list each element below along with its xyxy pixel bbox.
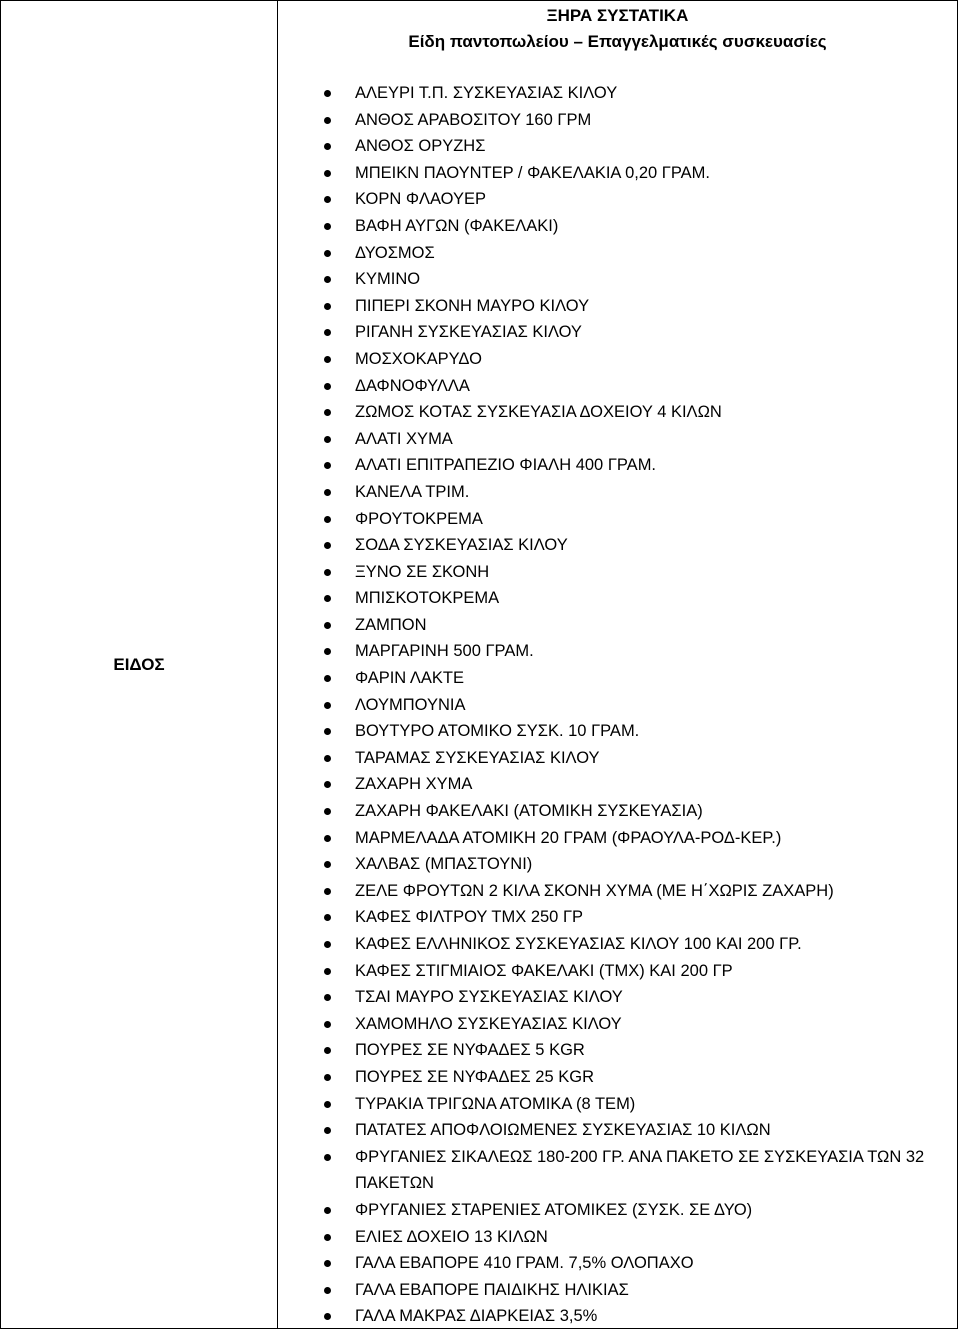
list-item: ΜΟΣΧΟΚΑΡΥΔΟ [278,346,957,373]
list-item: ΦΡΟΥΤΟΚΡΕΜΑ [278,506,957,533]
content-cell [278,1,957,1328]
list-item: ΓΑΛΑ ΕΒΑΠΟΡΕ 410 ΓΡΑΜ. 7,5% ΟΛΟΠΑΧΟ [278,1250,957,1277]
list-item: ΑΝΘΟΣ ΟΡΥΖΗΣ [278,133,957,160]
list-item: ΛΟΥΜΠΟΥΝΙΑ [278,692,957,719]
list-item: ΤΥΡΑΚΙΑ ΤΡΙΓΩΝΑ ΑΤΟΜΙΚΑ (8 ΤΕΜ) [278,1091,957,1118]
list-item: ΤΑΡΑΜΑΣ ΣΥΣΚΕΥΑΣΙΑΣ ΚΙΛΟΥ [278,745,957,772]
list-item: ΖΑΧΑΡΗ ΧΥΜΑ [278,771,957,798]
heading-subtitle: Είδη παντοπωλείου – Επαγγελματικές συσκευασίες [408,32,827,51]
row-label-cell [1,1,278,1328]
list-item: ΒΟΥΤΥΡΟ ΑΤΟΜΙΚΟ ΣΥΣΚ. 10 ΓΡΑΜ. [278,718,957,745]
list-item: ΧΑΛΒΑΣ (ΜΠΑΣΤΟΥΝΙ) [278,851,957,878]
list-item: ΧΑΜΟΜΗΛΟ ΣΥΣΚΕΥΑΣΙΑΣ ΚΙΛΟΥ [278,1011,957,1038]
list-item: ΦΑΡΙΝ ΛΑΚΤΕ [278,665,957,692]
list-item: ΦΡΥΓΑΝΙΕΣ ΣΤΑΡΕΝΙΕΣ ΑΤΟΜΙΚΕΣ (ΣΥΣΚ. ΣΕ ΔΥΟ) [278,1197,957,1224]
list-item: ΠΑΤΑΤΕΣ ΑΠΟΦΛΟΙΩΜΕΝΕΣ ΣΥΣΚΕΥΑΣΙΑΣ 10 ΚΙΛΩΝ [278,1117,957,1144]
list-item: ΖΕΛΕ ΦΡΟΥΤΩΝ 2 ΚΙΛΑ ΣΚΟΝΗ ΧΥΜΑ (ΜΕ Η΄ΧΩΡΙΣ ΖΑΧΑΡΗ) [278,878,957,905]
list-item: ΕΛΙΕΣ ΔΟΧΕΙΟ 13 ΚΙΛΩΝ [278,1224,957,1251]
list-item: ΚΟΡΝ ΦΛΑΟΥΕΡ [278,186,957,213]
list-item: ΚΑΝΕΛΑ ΤΡΙΜ. [278,479,957,506]
list-item: ΖΑΜΠΟΝ [278,612,957,639]
section-heading [278,1,957,55]
product-list [278,80,957,1330]
list-item: ΠΟΥΡΕΣ ΣΕ ΝΥΦΑΔΕΣ 5 KGR [278,1037,957,1064]
list-item: ΔΑΦΝΟΦΥΛΛΑ [278,373,957,400]
list-item: ΞΥΝΟ ΣΕ ΣΚΟΝΗ [278,559,957,586]
list-item: ΓΑΛΑ ΕΒΑΠΟΡΕ ΠΑΙΔΙΚΗΣ ΗΛΙΚΙΑΣ [278,1277,957,1304]
list-item: ΚΑΦΕΣ ΕΛΛΗΝΙΚΟΣ ΣΥΣΚΕΥΑΣΙΑΣ ΚΙΛΟΥ 100 ΚΑΙ 200 ΓΡ. [278,931,957,958]
list-item: ΒΑΦΗ ΑΥΓΩΝ (ΦΑΚΕΛΑΚΙ) [278,213,957,240]
list-item: ΜΠΙΣΚΟΤΟΚΡΕΜΑ [278,585,957,612]
list-item: ΑΛΕΥΡΙ Τ.Π. ΣΥΣΚΕΥΑΣΙΑΣ ΚΙΛΟΥ [278,80,957,107]
list-item: ΚΑΦΕΣ ΦΙΛΤΡΟΥ ΤΜΧ 250 ΓΡ [278,904,957,931]
list-item: ΓΑΛΑ ΜΑΚΡΑΣ ΔΙΑΡΚΕΙΑΣ 3,5% [278,1303,957,1330]
list-item: ΠΟΥΡΕΣ ΣΕ ΝΥΦΑΔΕΣ 25 KGR [278,1064,957,1091]
list-item: ΜΑΡΓΑΡΙΝΗ 500 ΓΡΑΜ. [278,638,957,665]
list-item: ΦΡΥΓΑΝΙΕΣ ΣΙΚΑΛΕΩΣ 180-200 ΓΡ. ΑΝΑ ΠΑΚΕΤΟ ΣΕ ΣΥΣΚΕΥΑΣΙΑ ΤΩΝ 32 ΠΑΚΕΤΩΝ [278,1144,957,1197]
heading-title: ΞΗΡΑ ΣΥΣΤΑΤΙΚΑ [546,6,689,25]
list-item: ΜΑΡΜΕΛΑΔΑ ΑΤΟΜΙΚΗ 20 ΓΡΑΜ (ΦΡΑΟΥΛΑ-ΡΟΔ-ΚΕΡ.) [278,825,957,852]
list-item: ΑΛΑΤΙ ΕΠΙΤΡΑΠΕΖΙΟ ΦΙΑΛΗ 400 ΓΡΑΜ. [278,452,957,479]
list-item: ΖΩΜΟΣ ΚΟΤΑΣ ΣΥΣΚΕΥΑΣΙΑ ΔΟΧΕΙΟΥ 4 ΚΙΛΩΝ [278,399,957,426]
list-item: ΜΠΕΙΚΝ ΠΑΟΥΝΤΕΡ / ΦΑΚΕΛΑΚΙΑ 0,20 ΓΡΑΜ. [278,160,957,187]
row-label: ΕΙΔΟΣ [113,654,165,674]
list-item: ΚΑΦΕΣ ΣΤΙΓΜΙΑΙΟΣ ΦΑΚΕΛΑΚΙ (ΤΜΧ) ΚΑΙ 200 ΓΡ [278,958,957,985]
list-item: ΡΙΓΑΝΗ ΣΥΣΚΕΥΑΣΙΑΣ ΚΙΛΟΥ [278,319,957,346]
list-item: ΤΣΑΙ ΜΑΥΡΟ ΣΥΣΚΕΥΑΣΙΑΣ ΚΙΛΟΥ [278,984,957,1011]
list-item: ΑΛΑΤΙ ΧΥΜΑ [278,426,957,453]
list-item: ΚΥΜΙΝΟ [278,266,957,293]
list-item: ΖΑΧΑΡΗ ΦΑΚΕΛΑΚΙ (ΑΤΟΜΙΚΗ ΣΥΣΚΕΥΑΣΙΑ) [278,798,957,825]
list-item: ΑΝΘΟΣ ΑΡΑΒΟΣΙΤΟΥ 160 ΓΡΜ [278,107,957,134]
list-item: ΣΟΔΑ ΣΥΣΚΕΥΑΣΙΑΣ ΚΙΛΟΥ [278,532,957,559]
list-item: ΠΙΠΕΡΙ ΣΚΟΝΗ ΜΑΥΡΟ ΚΙΛΟΥ [278,293,957,320]
list-item: ΔΥΟΣΜΟΣ [278,240,957,267]
